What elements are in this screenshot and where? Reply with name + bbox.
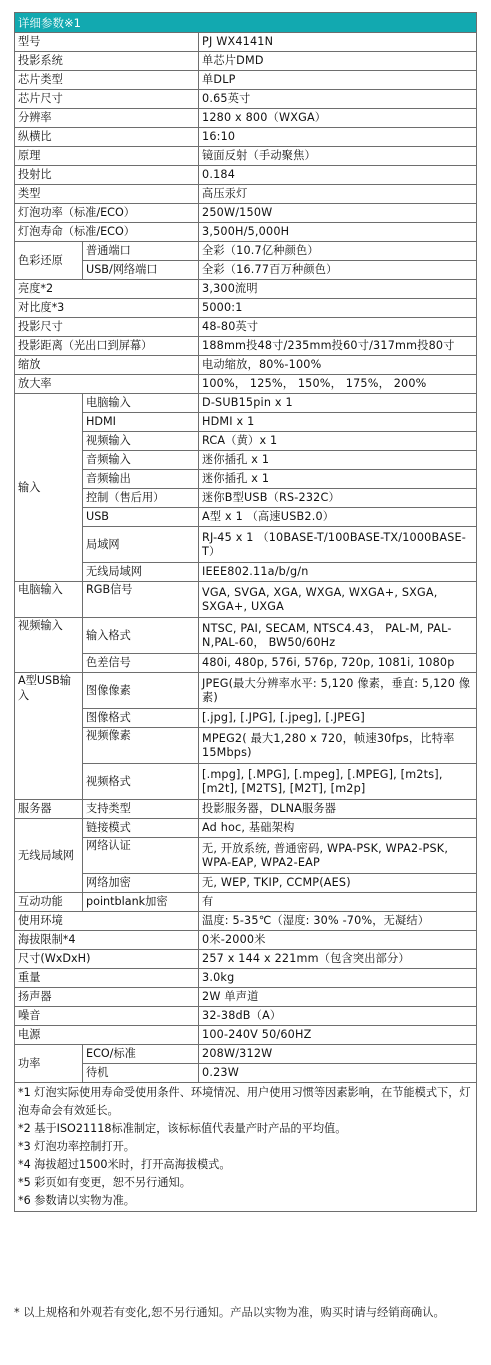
sub-label: RGB信号	[83, 582, 199, 618]
row-value: 迷你插孔 x 1	[199, 451, 477, 470]
row-throw-ratio	[15, 166, 477, 185]
row-usb-a-input	[15, 728, 477, 764]
row-value: HDMI x 1	[199, 413, 477, 432]
row-chip-size	[15, 90, 477, 109]
row-altitude	[15, 931, 477, 950]
row-video-input	[15, 654, 477, 673]
row-interactive	[15, 893, 477, 912]
notes-cell	[15, 1083, 477, 1212]
row-label: 投影系统	[15, 52, 199, 71]
row-value: 电动缩放，80%-100%	[199, 356, 477, 375]
row-wlan	[15, 874, 477, 893]
group-label: 视频输入	[15, 618, 83, 673]
note-4: *4 海拔超过1500米时，打开高海拔模式。	[18, 1158, 231, 1171]
row-input	[15, 432, 477, 451]
row-value: [.jpg], [.JPG], [.jpeg], [.JPEG]	[199, 709, 477, 728]
sub-label: 视频格式	[83, 764, 199, 800]
group-label: 服务器	[15, 800, 83, 819]
note-5: *5 彩页如有变更，恕不另行通知。	[18, 1176, 191, 1189]
sub-label: 输入格式	[83, 618, 199, 654]
notes-row	[15, 1083, 477, 1212]
row-value: 0.184	[199, 166, 477, 185]
row-value: 单芯片DMD	[199, 52, 477, 71]
row-value: 188mm投48寸/235mm投60寸/317mm投80寸	[199, 337, 477, 356]
row-lamp-life	[15, 223, 477, 242]
row-value: 480i, 480p, 576i, 576p, 720p, 1081i, 1080p	[199, 654, 477, 673]
row-label: 放大率	[15, 375, 199, 394]
row-value: 投影服务器，DLNA服务器	[199, 800, 477, 819]
row-label: 扬声器	[15, 988, 199, 1007]
note-1: *1 灯泡实际使用寿命受使用条件、环境情况、用户使用习惯等因素影响，在节能模式下，灯泡寿命会有效延长。	[18, 1086, 471, 1117]
sub-label: HDMI	[83, 413, 199, 432]
row-label: 投射比	[15, 166, 199, 185]
row-model	[15, 33, 477, 52]
row-pc-input	[15, 582, 477, 618]
row-value: NTSC, PAI, SECAM, NTSC4.43， PAL-M, PAL-N,PAL-60， BW50/60Hz	[199, 618, 477, 654]
row-brightness	[15, 280, 477, 299]
row-value: MPEG2( 最大1,280 x 720，帧速30fps，比特率15Mbps)	[199, 728, 477, 764]
group-label: 色彩还原	[15, 242, 83, 280]
row-aspect-ratio	[15, 128, 477, 147]
row-label: 投影尺寸	[15, 318, 199, 337]
row-value: 单DLP	[199, 71, 477, 90]
row-value: 全彩（16.77百万种颜色）	[199, 261, 477, 280]
row-noise	[15, 1007, 477, 1026]
sub-label: 电脑输入	[83, 394, 199, 413]
row-value: 0米-2000米	[199, 931, 477, 950]
row-value: 全彩（10.7亿种颜色）	[199, 242, 477, 261]
row-dimensions	[15, 950, 477, 969]
group-label: A型USB输入	[15, 673, 83, 800]
row-label: 投影距离（光出口到屏幕）	[15, 337, 199, 356]
row-input	[15, 508, 477, 527]
row-label: 类型	[15, 185, 199, 204]
row-input	[15, 451, 477, 470]
row-value: 32-38dB（A）	[199, 1007, 477, 1026]
row-input	[15, 413, 477, 432]
row-label: 缩放	[15, 356, 199, 375]
sub-label: 待机	[83, 1064, 199, 1083]
row-value: IEEE802.11a/b/g/n	[199, 563, 477, 582]
row-principle	[15, 147, 477, 166]
row-value: 有	[199, 893, 477, 912]
sub-label: 色差信号	[83, 654, 199, 673]
row-value: RCA（黄）x 1	[199, 432, 477, 451]
row-input	[15, 489, 477, 508]
row-value: 迷你插孔 x 1	[199, 470, 477, 489]
sub-label: 控制（售后用）	[83, 489, 199, 508]
group-label: 电脑输入	[15, 582, 83, 618]
row-value: 257 x 144 x 221mm（包含突出部分）	[199, 950, 477, 969]
row-video-input	[15, 618, 477, 654]
note-3: *3 灯泡功率控制打开。	[18, 1140, 135, 1153]
row-contrast	[15, 299, 477, 318]
sub-label: 音频输入	[83, 451, 199, 470]
row-environment	[15, 912, 477, 931]
row-value: Ad hoc, 基础架构	[199, 819, 477, 838]
sub-label: 支持类型	[83, 800, 199, 819]
row-power	[15, 1064, 477, 1083]
row-value: [.mpg], [.MPG], [.mpeg], [.MPEG], [m2ts], [m2t], [M2TS], [M2T], [m2p]	[199, 764, 477, 800]
footnote: * 以上规格和外观若有变化,恕不另行通知。产品以实物为准，购买时请与经销商确认。	[14, 1306, 445, 1319]
row-server	[15, 800, 477, 819]
row-value: JPEG(最大分辨率水平: 5,120 像素，垂直: 5,120 像素)	[199, 673, 477, 709]
row-label: 型号	[15, 33, 199, 52]
sub-label: 图像像素	[83, 673, 199, 709]
row-lamp-type	[15, 185, 477, 204]
row-distance	[15, 337, 477, 356]
sub-label: 视频像素	[83, 728, 199, 764]
row-value: 2W 单声道	[199, 988, 477, 1007]
row-input	[15, 394, 477, 413]
row-value: 无, WEP, TKIP, CCMP(AES)	[199, 874, 477, 893]
row-resolution	[15, 109, 477, 128]
row-magnification	[15, 375, 477, 394]
row-wlan	[15, 819, 477, 838]
row-chip-type	[15, 71, 477, 90]
row-value: 3,300流明	[199, 280, 477, 299]
row-label: 纵横比	[15, 128, 199, 147]
row-value: 无, 开放系统, 普通密码, WPA-PSK, WPA2-PSK, WPA-EAP, WPA2-EAP	[199, 838, 477, 874]
sub-label: 图像格式	[83, 709, 199, 728]
row-wlan	[15, 838, 477, 874]
row-label: 尺寸(WxDxH)	[15, 950, 199, 969]
row-value: RJ-45 x 1 （10BASE-T/100BASE-TX/1000BASE-T）	[199, 527, 477, 563]
group-label: 功率	[15, 1045, 83, 1083]
sub-label: USB/网络端口	[83, 261, 199, 280]
row-label: 亮度*2	[15, 280, 199, 299]
row-label: 灯泡寿命（标准/ECO）	[15, 223, 199, 242]
row-usb-a-input	[15, 673, 477, 709]
sub-label: USB	[83, 508, 199, 527]
row-label: 电源	[15, 1026, 199, 1045]
row-value: 1280 x 800（WXGA）	[199, 109, 477, 128]
row-input	[15, 563, 477, 582]
row-projection-system	[15, 52, 477, 71]
row-value: 208W/312W	[199, 1045, 477, 1064]
group-label: 互动功能	[15, 893, 83, 912]
sub-label: 网络加密	[83, 874, 199, 893]
row-value: 5000:1	[199, 299, 477, 318]
sub-label: 链接模式	[83, 819, 199, 838]
row-usb-a-input	[15, 764, 477, 800]
row-screen-size	[15, 318, 477, 337]
row-value: 0.65英寸	[199, 90, 477, 109]
row-speaker	[15, 988, 477, 1007]
row-label: 噪音	[15, 1007, 199, 1026]
row-zoom	[15, 356, 477, 375]
row-usb-a-input	[15, 709, 477, 728]
row-input	[15, 527, 477, 563]
row-value: 3.0kg	[199, 969, 477, 988]
sub-label: 音频输出	[83, 470, 199, 489]
row-input	[15, 470, 477, 489]
row-value: 高压汞灯	[199, 185, 477, 204]
row-value: 3,500H/5,000H	[199, 223, 477, 242]
row-value: 48-80英寸	[199, 318, 477, 337]
row-weight	[15, 969, 477, 988]
sub-label: 视频输入	[83, 432, 199, 451]
sub-label: 网络认证	[83, 838, 199, 874]
table-header: 详细参数※1	[15, 13, 477, 33]
spec-table	[14, 12, 477, 1212]
row-value: 16:10	[199, 128, 477, 147]
row-value: 100%， 125%， 150%， 175%， 200%	[199, 375, 477, 394]
sub-label: pointblank加密	[83, 893, 199, 912]
row-value: 镜面反射（手动聚焦）	[199, 147, 477, 166]
row-label: 芯片类型	[15, 71, 199, 90]
row-color	[15, 242, 477, 261]
row-label: 对比度*3	[15, 299, 199, 318]
row-value: 0.23W	[199, 1064, 477, 1083]
sub-label: 无线局域网	[83, 563, 199, 582]
group-label: 无线局域网	[15, 819, 83, 893]
note-6: *6 参数请以实物为准。	[18, 1194, 135, 1207]
row-value: 迷你B型USB（RS-232C）	[199, 489, 477, 508]
row-label: 灯泡功率（标准/ECO）	[15, 204, 199, 223]
group-label: 输入	[15, 394, 83, 582]
row-power	[15, 1045, 477, 1064]
header-row	[15, 13, 477, 33]
row-value: PJ WX4141N	[199, 33, 477, 52]
row-value: 温度: 5-35℃（湿度: 30% -70%，无凝结）	[199, 912, 477, 931]
row-label: 原理	[15, 147, 199, 166]
sub-label: ECO/标准	[83, 1045, 199, 1064]
row-label: 海拔限制*4	[15, 931, 199, 950]
row-power-supply	[15, 1026, 477, 1045]
row-color	[15, 261, 477, 280]
row-label: 分辨率	[15, 109, 199, 128]
note-2: *2 基于ISO21118标准制定，该标标值代表量产时产品的平均值。	[18, 1122, 347, 1135]
row-value: VGA, SVGA, XGA, WXGA, WXGA+, SXGA, SXGA+, UXGA	[199, 582, 477, 618]
sub-label: 普通端口	[83, 242, 199, 261]
row-lamp-power	[15, 204, 477, 223]
row-label: 芯片尺寸	[15, 90, 199, 109]
row-value: 100-240V 50/60HZ	[199, 1026, 477, 1045]
sub-label: 局域网	[83, 527, 199, 563]
row-value: A型 x 1 （高速USB2.0）	[199, 508, 477, 527]
row-value: 250W/150W	[199, 204, 477, 223]
row-label: 重量	[15, 969, 199, 988]
row-value: D-SUB15pin x 1	[199, 394, 477, 413]
row-label: 使用环境	[15, 912, 199, 931]
